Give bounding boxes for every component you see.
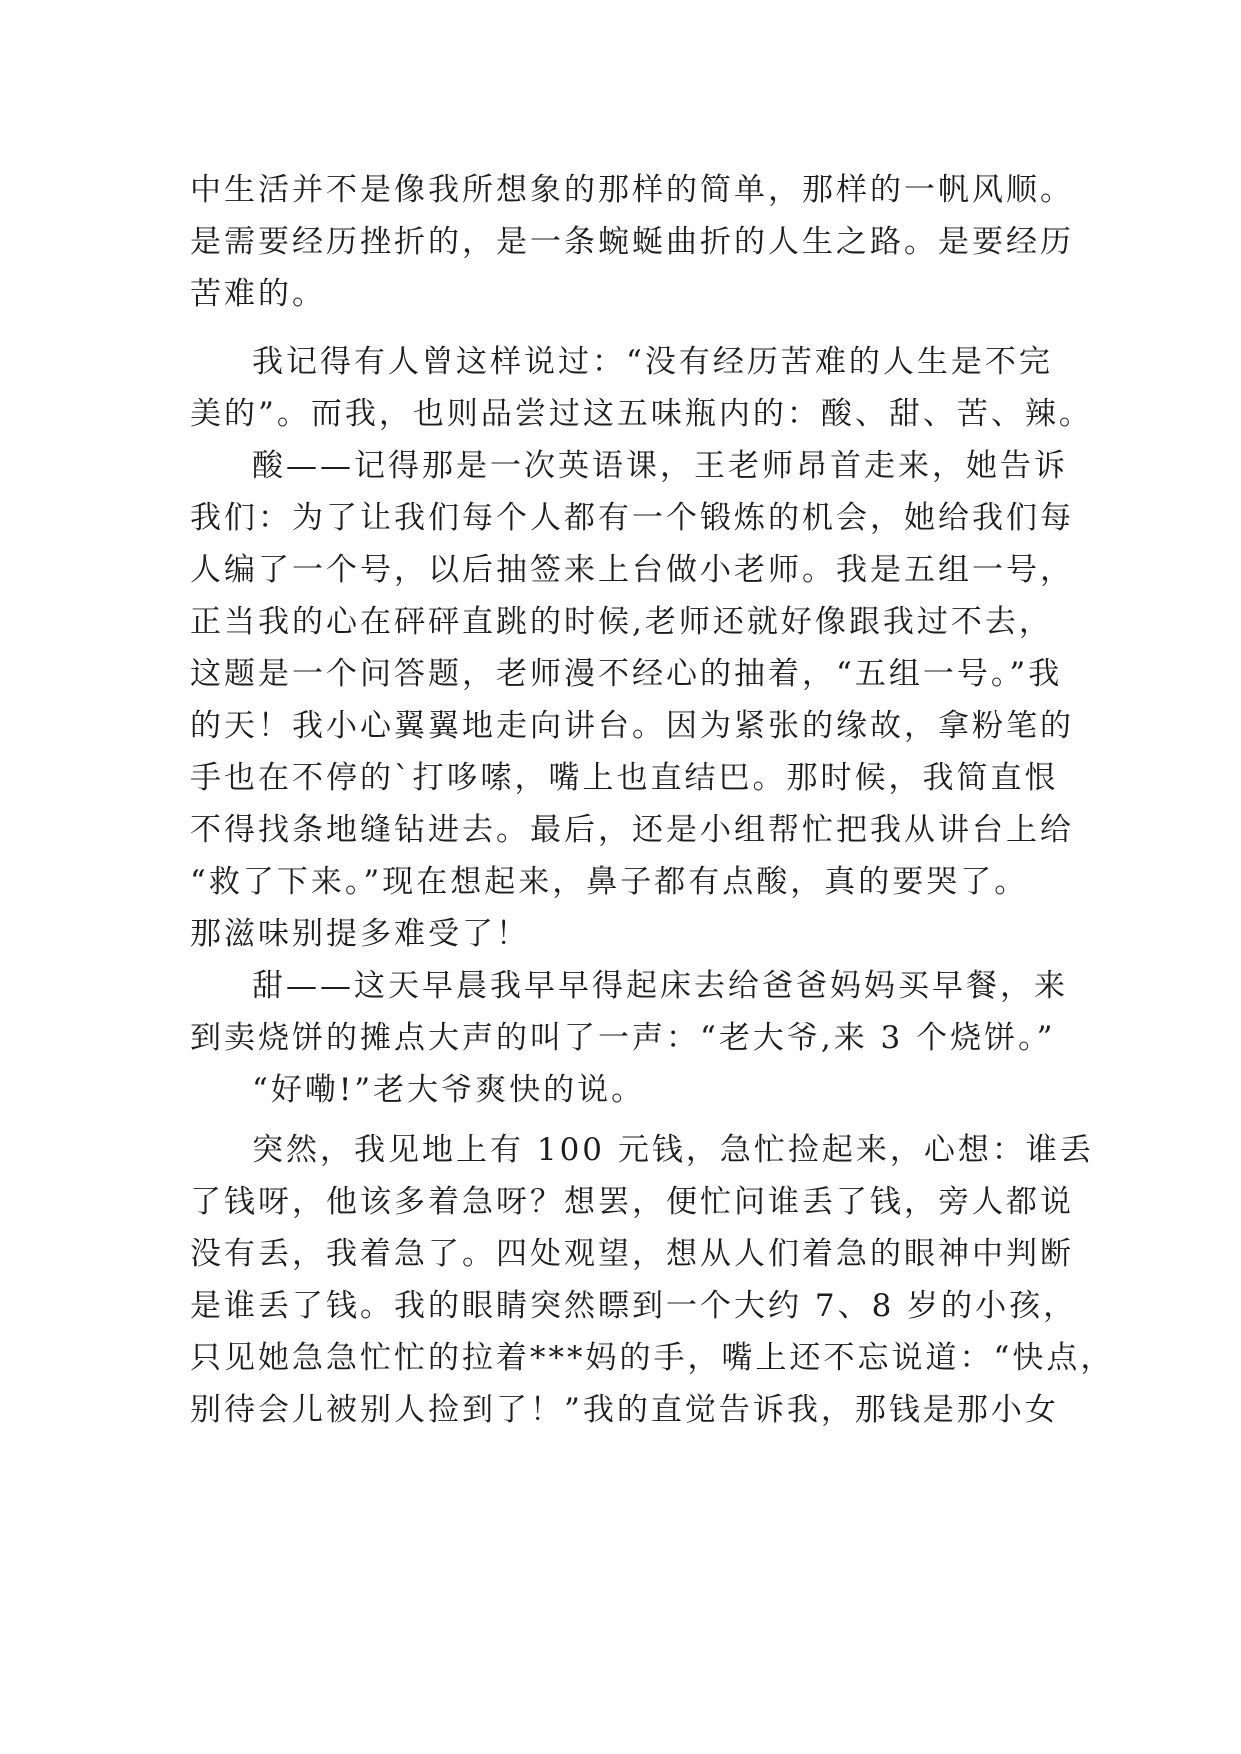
text-line: 正当我的心在砰砰直跳的时候,老师还就好像跟我过不去， (190, 604, 1053, 640)
text-line: 那滋味别提多难受了！ (190, 916, 530, 952)
text-line: 手也在不停的`打哆嗦，嘴上也直结巴。那时候，我简直恨 (190, 760, 1059, 796)
text-line: 没有丢，我着急了。四处观望，想从人们着急的眼神中判断 (190, 1236, 1074, 1272)
text-line: 这题是一个问答题，老师漫不经心的抽着，“五组一号。”我 (190, 656, 1063, 692)
text-line: 到卖烧饼的摊点大声的叫了一声：“老大爷,来 3 个烧饼。” (190, 1020, 1056, 1056)
paragraph-first-line: 我记得有人曾这样说过：“没有经历苦难的人生是不完 (252, 344, 1053, 380)
paragraph-first-line: 酸——记得那是一次英语课，王老师昂首走来，她告诉 (252, 448, 1068, 484)
paragraph-first-line: 突然，我见地上有 100 元钱，急忙捡起来，心想：谁丢 (252, 1132, 1094, 1168)
text-line: 只见她急急忙忙的拉着***妈的手，嘴上还不忘说道：“快点， (190, 1340, 1115, 1376)
text-line: 是需要经历挫折的，是一条蜿蜒曲折的人生之路。是要经历 (190, 224, 1074, 260)
text-line: 的天！我小心翼翼地走向讲台。因为紧张的缘故，拿粉笔的 (190, 708, 1074, 744)
text-line: 我们：为了让我们每个人都有一个锻炼的机会，她给我们每 (190, 500, 1074, 536)
text-line: 美的”。而我，也则品尝过这五味瓶内的：酸、甜、苦、辣。 (190, 396, 1093, 432)
text-line: 人编了一个号，以后抽签来上台做小老师。我是五组一号， (190, 552, 1074, 588)
text-line: 别待会儿被别人捡到了！”我的直觉告诉我，那钱是那小女 (190, 1392, 1059, 1428)
text-line: 是谁丢了钱。我的眼睛突然瞟到一个大约 7、8 岁的小孩， (190, 1288, 1078, 1324)
paragraph-first-line: “好嘞!”老大爷爽快的说。 (252, 1072, 646, 1108)
text-line: 苦难的。 (190, 276, 326, 312)
paragraph-first-line: 甜——这天早晨我早早得起床去给爸爸妈妈买早餐，来 (252, 968, 1068, 1004)
text-line: 了钱呀，他该多着急呀？想罢，便忙问谁丢了钱，旁人都说 (190, 1184, 1074, 1220)
text-line: 中生活并不是像我所想象的那样的简单，那样的一帆风顺。 (190, 172, 1074, 208)
text-line: “救了下来。”现在想起来，鼻子都有点酸，真的要哭了。 (190, 864, 1029, 900)
text-line: 不得找条地缝钻进去。最后，还是小组帮忙把我从讲台上给 (190, 812, 1074, 848)
